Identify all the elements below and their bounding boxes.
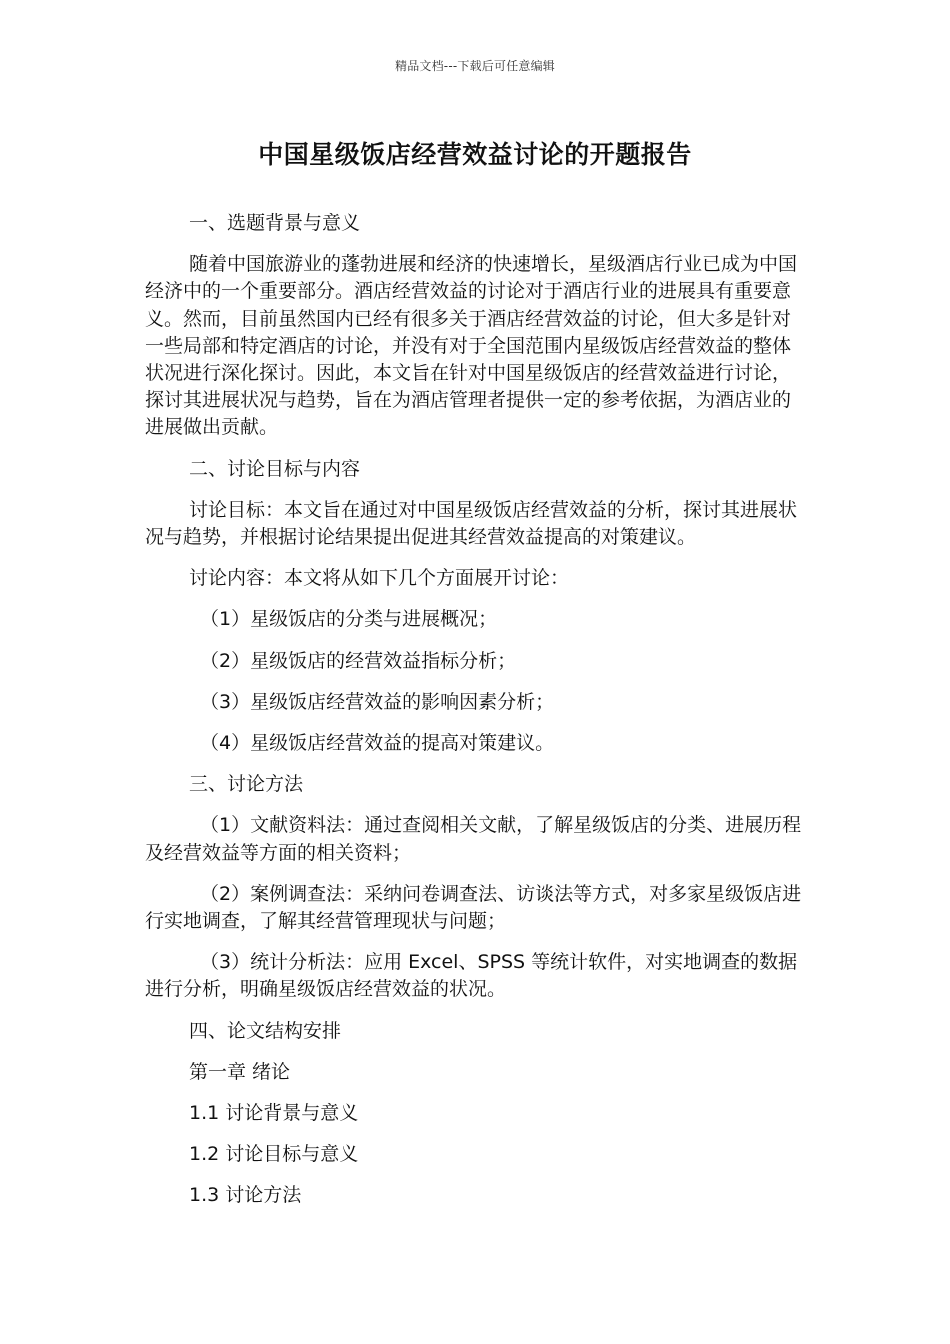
toc-entry: 第一章 绪论 bbox=[189, 1060, 291, 1083]
document-body bbox=[145, 210, 809, 1224]
header-note: 精品文档---下载后可任意编辑 bbox=[395, 59, 555, 73]
content-item: （3）星级饭店经营效益的影响因素分析； bbox=[200, 690, 555, 713]
section-heading-goals: 二、讨论目标与内容 bbox=[189, 457, 361, 480]
toc-entry: 1.2 讨论目标与意义 bbox=[189, 1143, 359, 1166]
method-paragraph: （3）统计分析法：应用 Excel、SPSS 等统计软件，对实地调查的数据进行分析，明确星级饭店经营效益的状况。 bbox=[145, 951, 798, 1001]
content-item: （4）星级饭店经营效益的提高对策建议。 bbox=[200, 732, 555, 755]
content-intro-paragraph: 讨论内容：本文将从如下几个方面展开讨论： bbox=[189, 567, 570, 590]
background-paragraph: 随着中国旅游业的蓬勃进展和经济的快速增长，星级酒店行业已成为中国经济中的一个重要部分。酒店经营效益的讨论对于酒店行业的进展具有重要意义。然而，目前虽然国内已经有很多关于酒店经营效益的讨论，但大多是针对一些局部和特定酒店的讨论，并没有对于全国范围内星级饭店经营效益的整体状况进行深化探讨。因此，本文旨在针对中国星级饭店的经营效益进行讨论，探讨其进展状况与趋势，旨在为酒店管理者提供一定的参考依据，为酒店业的进展做出贡献。 bbox=[145, 253, 798, 439]
section-heading-structure: 四、论文结构安排 bbox=[189, 1019, 342, 1042]
toc-entry: 1.3 讨论方法 bbox=[189, 1184, 302, 1207]
method-paragraph: （2）案例调查法：采纳问卷调查法、访谈法等方式，对多家星级饭店进行实地调查，了解其经营管理现状与问题； bbox=[145, 882, 802, 933]
document-title: 中国星级饭店经营效益讨论的开题报告 bbox=[258, 140, 692, 169]
toc-entry: 1.1 讨论背景与意义 bbox=[189, 1102, 359, 1125]
section-heading-background: 一、选题背景与意义 bbox=[189, 212, 361, 234]
method-paragraph: （1）文献资料法：通过查阅相关文献，了解星级饭店的分类、进展历程及经营效益等方面的相关资料； bbox=[145, 814, 802, 864]
section-heading-methods: 三、讨论方法 bbox=[189, 773, 304, 796]
content-item: （2）星级饭店的经营效益指标分析； bbox=[200, 649, 517, 672]
goals-paragraph: 讨论目标：本文旨在通过对中国星级饭店经营效益的分析，探讨其进展状况与趋势，并根据讨论结果提出促进其经营效益提高的对策建议。 bbox=[145, 498, 798, 549]
content-item: （1）星级饭店的分类与进展概况； bbox=[200, 608, 498, 631]
